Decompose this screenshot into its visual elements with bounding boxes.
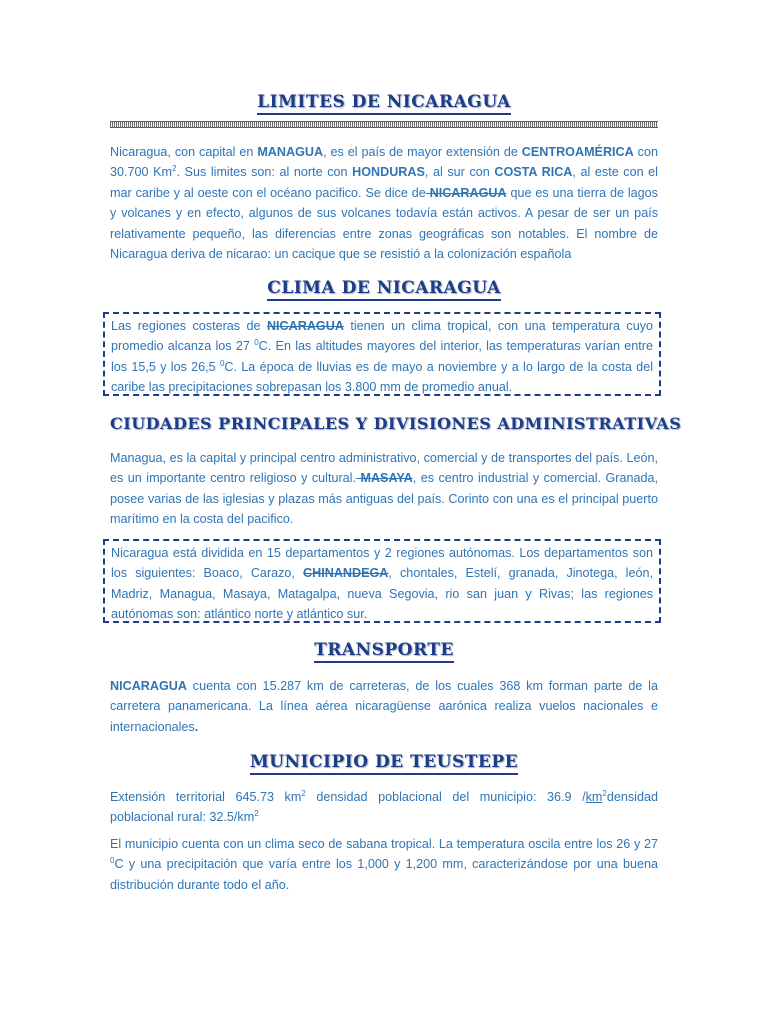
- text-run: Nicaragua, con capital en: [110, 145, 258, 159]
- heading-limites: [0, 92, 768, 112]
- text-run: Managua, es la capital y principal centro administrativo, comercial y de transportes del país. León, es un importante centro religioso y cultural.: [110, 451, 658, 486]
- paragraph-clima: [111, 316, 653, 398]
- text-run: C y una precipitación que varía entre los 1,000 y 1,200 mm, caracterizándose por una buena distribución durante todo el año.: [110, 857, 658, 892]
- text-chinandega-struck: CHINANDEGA: [303, 566, 389, 581]
- text-managua: MANAGUA: [257, 145, 324, 159]
- heading-limites-text: LIMITES DE NICARAGUA: [257, 92, 511, 115]
- text-nicaragua: NICARAGUA: [110, 679, 187, 693]
- text-run: Nicaragua está dividida en 15 departamentos y 2 regiones autónomas. Los departamentos son los siguientes: Boaco, Carazo,: [111, 546, 653, 581]
- paragraph-teustepe-extension: [110, 787, 658, 828]
- heading-ciudades: [110, 414, 768, 433]
- paragraph-teustepe-clima: [110, 834, 658, 895]
- heading-teustepe-text: MUNICIPIO DE TEUSTEPE: [250, 752, 518, 775]
- superscript: 0: [254, 338, 259, 348]
- superscript: 2: [602, 788, 607, 798]
- text-run: . Sus limites son: al norte con: [176, 165, 353, 180]
- text-honduras: HONDURAS: [352, 165, 425, 180]
- text-run: .: [194, 719, 199, 734]
- text-costa-rica: COSTA RICA: [494, 165, 573, 180]
- text-run: cuenta con 15.287 km de carreteras, de los cuales 368 km forman parte de la carretera panamericana. La línea aérea nicaragüense aarónica realiza vuelos nacionales e internacionales: [110, 679, 658, 734]
- text-run: Las regiones costeras de: [111, 319, 267, 333]
- text-run: , chontales, Estelí, granada, Jinotega, león, Madriz, Managua, Masaya, Matagalpa, nueva Segovia, rio san juan y Rivas; las regiones autónomas son: atlántico norte y atlántico sur.: [111, 566, 653, 622]
- paragraph-ciudades: [110, 448, 658, 530]
- text-run: , es centro industrial y comercial. Granada, posee varias de las iglesias y plazas más antiguas del país. Corinto con una es el principal puerto marítimo en la costa del pacifico.: [110, 471, 658, 527]
- text-km-link: km: [585, 790, 603, 804]
- heading-ciudades-text: CIUDADES PRINCIPALES Y DIVISIONES ADMINISTRATIVAS: [110, 414, 682, 433]
- paragraph-departamentos: [111, 543, 653, 625]
- text-masaya-struck: MASAYA: [355, 471, 413, 486]
- departamentos-box: [103, 539, 661, 623]
- paragraph-limites: [110, 142, 658, 264]
- text-run: C. En las altitudes mayores del interior, las temperaturas varían entre los 15,5 y los 26,5: [111, 339, 654, 374]
- dotted-divider: [110, 121, 658, 128]
- text-run: , al sur con: [424, 165, 495, 180]
- heading-clima: [0, 278, 768, 298]
- text-nicaragua-struck: NICARAGUA: [425, 185, 507, 200]
- heading-teustepe: [0, 752, 768, 772]
- paragraph-transporte: [110, 676, 658, 737]
- text-run: que es una tierra de lagos y volcanes y en efecto, algunos de sus volcanes todavía están activos. A pesar de ser un país relativamente pequeño, las diferencias entre zonas geográficas son notables. El nombre de Nicaragua deriva de nicarao: un cacique que se resistió a la colonización española: [110, 185, 658, 262]
- text-run: con 30.700 Km: [110, 145, 658, 180]
- heading-clima-text: CLIMA DE NICARAGUA: [267, 278, 501, 301]
- text-nicaragua-struck: NICARAGUA: [266, 319, 344, 333]
- superscript: 2: [301, 788, 306, 798]
- clima-box: [103, 312, 661, 396]
- text-run: C. La época de lluvias es de mayo a noviembre y a lo largo de la costa del caribe las precipitaciones sobrepasan los 3.800 mm de promedio anual.: [111, 359, 653, 395]
- text-run: densidad poblacional del municipio: 36.9 /: [305, 790, 586, 804]
- text-run: , es el país de mayor extensión de: [323, 145, 522, 159]
- text-run: densidad poblacional rural: 32.5/km: [110, 790, 658, 825]
- text-run: , al este con el mar caribe y al oeste con el océano pacifico. Se dice de: [110, 165, 658, 200]
- heading-transporte-text: TRANSPORTE: [314, 640, 454, 663]
- superscript: 0: [110, 856, 115, 866]
- superscript: 2: [254, 809, 259, 819]
- text-run: Extensión territorial 645.73 km: [110, 790, 302, 804]
- text-run: El municipio cuenta con un clima seco de sabana tropical. La temperatura oscila entre los 26 y 27: [110, 837, 658, 851]
- text-centroamerica: CENTROAMÉRICA: [521, 145, 634, 159]
- superscript: 2: [172, 164, 177, 174]
- superscript: 0: [219, 358, 225, 368]
- text-run: tienen un clima tropical, con una temperatura cuyo promedio alcanza los 27: [111, 319, 653, 354]
- heading-transporte: [0, 640, 768, 660]
